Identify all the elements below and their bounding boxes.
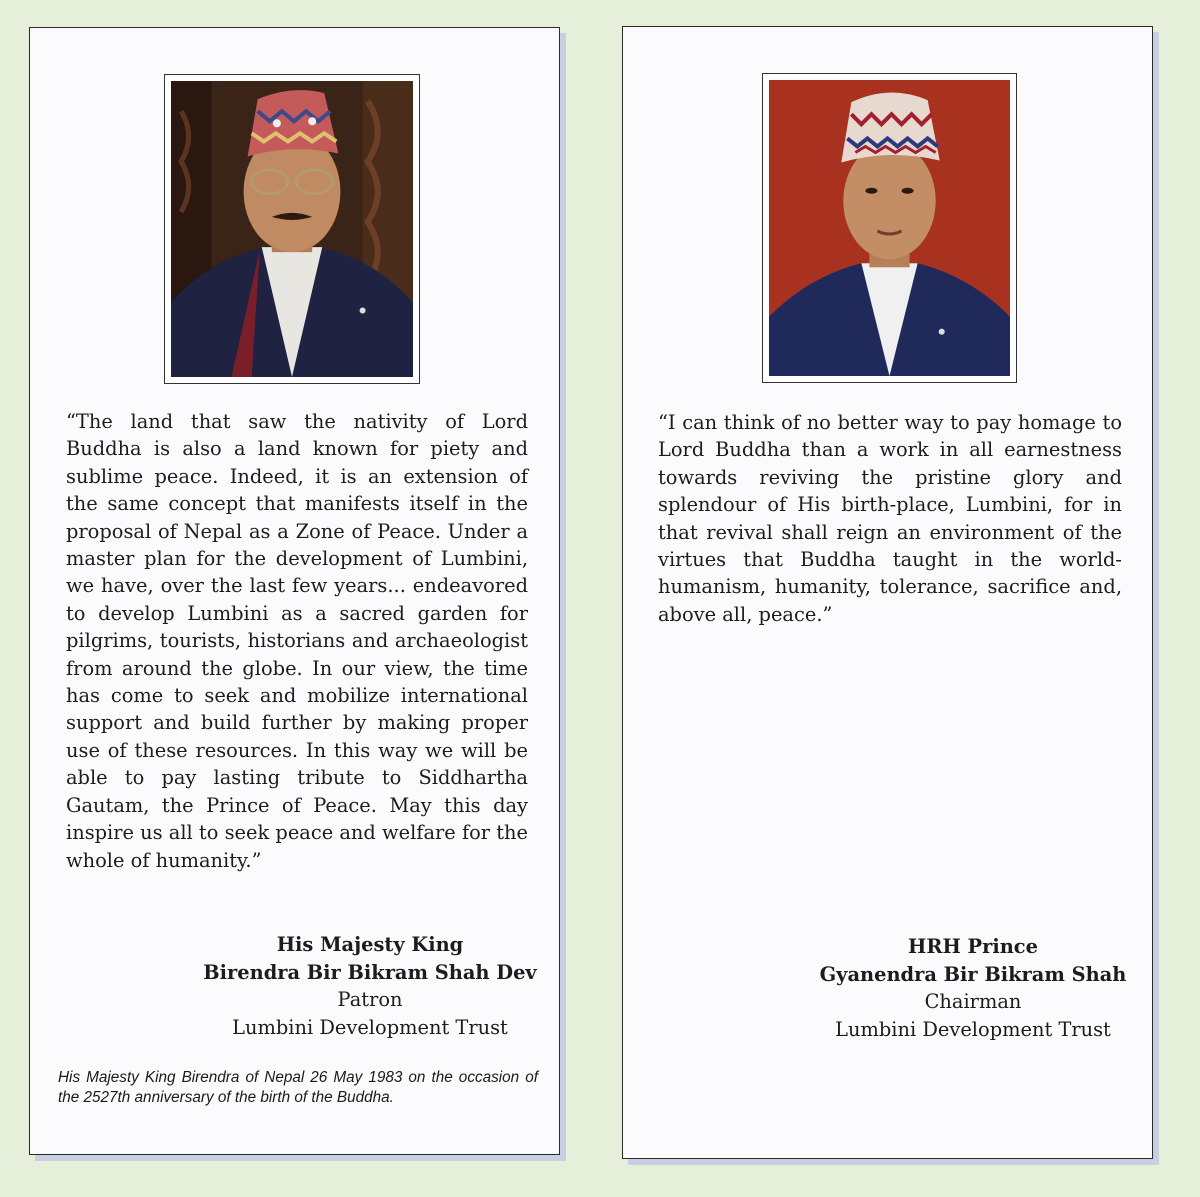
- signature-organization: Lumbini Development Trust: [232, 1015, 508, 1039]
- signature-role: Chairman: [924, 990, 1022, 1013]
- signature-role: Patron: [337, 988, 403, 1011]
- signature-block-prince: [793, 933, 1153, 1043]
- signature-block-king: [170, 931, 570, 1041]
- portrait-prince-gyanendra-image: [769, 80, 1010, 376]
- portrait-king-birendra-image: [171, 81, 413, 377]
- left-message-card: [29, 27, 560, 1155]
- quote-king: “The land that saw the nativity of Lord Buddha is also a land known for piety and sublime peace. Indeed, it is an extension of the same concept that manifests itself in the proposal of Nepal as a Zone of Peace. Under a master plan for the development of Lumbini, we have, over the last few years... endeavored to develop Lumbini as a sacred garden for pilgrims, tourists, historians and archaeologist from around the globe. In our view, the time has come to seek and mobilize international support and build further by making proper use of these resources. In this way we will be able to pay lasting tribute to Siddhartha Gautam, the Prince of Peace. May this day inspire us all to seek peace and welfare for the whole of humanity.”: [66, 410, 528, 872]
- signature-name: Gyanendra Bir Bikram Shah: [819, 962, 1127, 986]
- signature-name: Birendra Bir Bikram Shah Dev: [203, 960, 537, 984]
- right-message-card: [622, 26, 1153, 1159]
- quote-prince: “I can think of no better way to pay homage to Lord Buddha than a work in all earnestness towards reviving the pristine glory and splendour of His birth-place, Lumbini, for in that revival shall reign an environment of the virtues that Buddha taught in the world-humanism, humanity, tolerance, sacrifice and, above all, peace.”: [658, 411, 1122, 626]
- portrait-frame-left: [164, 74, 420, 384]
- signature-organization: Lumbini Development Trust: [835, 1017, 1111, 1041]
- portrait-frame-right: [762, 73, 1017, 383]
- signature-title: His Majesty King: [276, 933, 464, 956]
- signature-title: HRH Prince: [908, 935, 1038, 958]
- photo-caption: His Majesty King Birendra of Nepal 26 May 1983 on the occasion of the 2527th anniversary of the birth of the Buddha.: [58, 1069, 538, 1106]
